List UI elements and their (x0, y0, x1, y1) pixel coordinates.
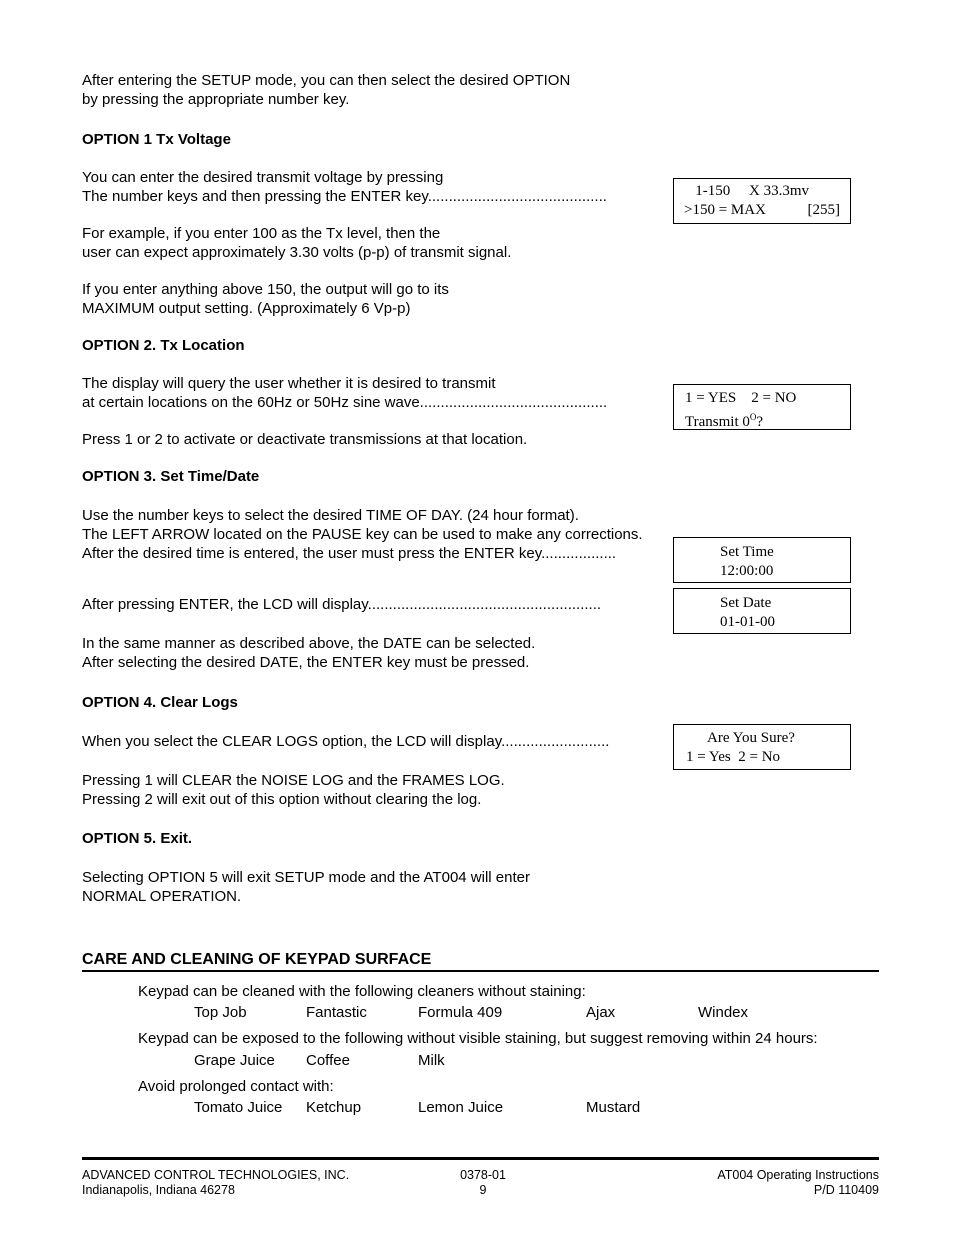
cleaner-item: Top Job (194, 1004, 247, 1021)
option1-example: For example, if you enter 100 as the Tx level, then the user can expect approximately 3.30 volts (p-p) of transmit signal. (82, 225, 512, 261)
option1-max-note: If you enter anything above 150, the output will go to its MAXIMUM output setting. (Approximately 6 Vp-p) (82, 281, 449, 317)
option4-heading: OPTION 4. Clear Logs (82, 694, 238, 711)
care-line-exposure: Keypad can be exposed to the following without visible staining, but suggest removing within 24 hours: (138, 1030, 818, 1047)
avoid-item: Tomato Juice (194, 1099, 283, 1116)
exposure-item: Coffee (306, 1052, 350, 1069)
intro-text: After entering the SETUP mode, you can then select the desired OPTION by pressing the appropriate number key. (82, 72, 571, 108)
footer-document: AT004 Operating Instructions P/D 110409 (717, 1168, 879, 1197)
option2-note: Press 1 or 2 to activate or deactivate transmissions at that location. (82, 431, 528, 448)
care-heading: CARE AND CLEANING OF KEYPAD SURFACE (82, 951, 432, 968)
option5-heading: OPTION 5. Exit. (82, 830, 193, 847)
exposure-item: Milk (418, 1052, 445, 1069)
care-heading-rule (82, 970, 879, 972)
option2-paragraph: The display will query the user whether it is desired to transmit at certain locations on the 60Hz or 50Hz sine wave............................................. (82, 375, 608, 411)
option3-after-enter: After pressing ENTER, the LCD will display........................................................ (82, 596, 602, 613)
lcd-set-date: Set Date 01-01-00 (673, 588, 851, 634)
option4-note: Pressing 1 will CLEAR the NOISE LOG and the FRAMES LOG. Pressing 2 will exit out of this option without clearing the log. (82, 772, 505, 808)
exposure-item: Grape Juice (194, 1052, 275, 1069)
avoid-item: Ketchup (306, 1099, 362, 1116)
option3-date-note: In the same manner as described above, the DATE can be selected. After selecting the desired DATE, the ENTER key must be pressed. (82, 635, 536, 671)
cleaner-item: Windex (698, 1004, 749, 1021)
option3-heading: OPTION 3. Set Time/Date (82, 468, 260, 485)
cleaner-item: Fantastic (306, 1004, 367, 1021)
option5-paragraph: Selecting OPTION 5 will exit SETUP mode and the AT004 will enter NORMAL OPERATION. (82, 869, 530, 905)
footer-company: ADVANCED CONTROL TECHNOLOGIES, INC. Indianapolis, Indiana 46278 (82, 1168, 350, 1197)
lcd-tx-voltage: 1-150 X 33.3mv >150 = MAX [255] (673, 178, 851, 224)
footer-page-info: 0378-01 9 (433, 1168, 533, 1198)
avoid-item: Mustard (586, 1099, 641, 1116)
option1-paragraph: You can enter the desired transmit voltage by pressing The number keys and then pressing the ENTER key........................................... (82, 169, 607, 205)
page-number: 9 (479, 1183, 487, 1197)
cleaner-item: Ajax (586, 1004, 616, 1021)
option1-heading: OPTION 1 Tx Voltage (82, 131, 231, 148)
option2-heading: OPTION 2. Tx Location (82, 337, 245, 354)
care-line-cleaners: Keypad can be cleaned with the following cleaners without staining: (138, 983, 586, 1000)
lcd-tx-location: 1 = YES 2 = NO Transmit $0^O$? (673, 384, 851, 430)
lcd-set-time: Set Time 12:00:00 (673, 537, 851, 583)
lcd-clear-logs: Are You Sure? 1 = Yes 2 = No (673, 724, 851, 770)
care-line-avoid: Avoid prolonged contact with: (138, 1078, 334, 1095)
option4-paragraph: When you select the CLEAR LOGS option, the LCD will display.......................... (82, 733, 610, 750)
footer-rule (82, 1157, 879, 1160)
avoid-item: Lemon Juice (418, 1099, 504, 1116)
cleaner-item: Formula 409 (418, 1004, 503, 1021)
option3-paragraph: Use the number keys to select the desired TIME OF DAY. (24 hour format). The LEFT ARROW located on the PAUSE key can be used to make any corrections. After the desired time is entered, the user must press the ENTER key.................. (82, 507, 643, 562)
